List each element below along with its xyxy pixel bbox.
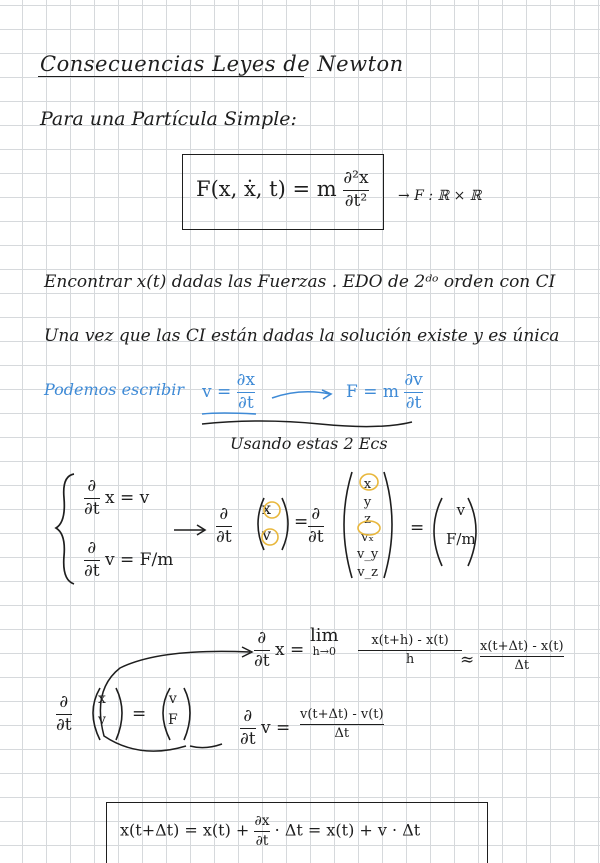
equals-sign-3: = [132, 704, 147, 724]
blue-arrow-icon [272, 392, 330, 398]
system-eq2-dt: ∂t [84, 560, 100, 581]
using-equations-label: Usando estas 2 Ecs [230, 434, 388, 453]
final-update-numerator: ∂x [254, 813, 270, 829]
find-xt-line: Encontrar x(t) dadas las Fuerzas . EDO de 2ᵈᵒ orden con CI [44, 272, 556, 292]
blue-intro: Podemos escribir [44, 380, 184, 399]
highlight-x-small [262, 499, 280, 518]
blue-underline [202, 413, 256, 414]
final-update-part2: · Δt = x(t) + v · Δt [274, 820, 421, 840]
v-difference-denominator: Δt [334, 725, 350, 741]
vector-eq-left-x: x [98, 691, 106, 707]
velocity-lhs: v = [202, 381, 232, 402]
curved-bracket [190, 744, 222, 748]
vector-eq-dt: ∂t [56, 714, 72, 735]
system-eq1-rhs: x = v [105, 487, 150, 508]
highlight-vx-big [358, 521, 380, 535]
system-eq1-d: ∂ [87, 476, 97, 496]
limit-subscript: h→0 [312, 644, 336, 658]
vector-eq-right-f: F [168, 712, 178, 729]
unique-solution-line: Una vez que las CI están dadas la solución existe y es única [44, 326, 560, 346]
newton-equation-lhs: F(x, ẋ, t) = m [196, 176, 337, 201]
limit-lhs: x = [275, 639, 305, 660]
system-eq2-rhs: v = F/m [105, 549, 174, 570]
approx-sign: ≈ [460, 650, 475, 670]
big-vector-vy: v_y [357, 547, 379, 563]
big-vector-y: y [363, 494, 372, 510]
finite-difference-denominator: Δt [514, 657, 530, 673]
vector-eq-left-v: v [98, 712, 106, 729]
big-vector-x: x [363, 477, 372, 492]
v-update-d: ∂ [243, 706, 253, 726]
highlight-v-small [262, 529, 278, 545]
v-update-lhs: v = [261, 717, 291, 738]
equals-sign-1: = [294, 512, 309, 532]
result-vector-v: v [456, 501, 466, 519]
particle-line: Para una Partícula Simple: [40, 108, 297, 130]
map-note: → F : ℝ × ℝ [398, 188, 482, 204]
v-difference-numerator: v(t+Δt) - v(t) [300, 707, 384, 722]
finite-difference-numerator: x(t+Δt) - x(t) [480, 639, 564, 654]
small-vector-x: x [262, 499, 272, 518]
small-vector-dt: ∂t [216, 526, 232, 547]
system-eq2-d: ∂ [87, 538, 97, 558]
left-brace [56, 474, 74, 584]
force-lhs: F = m [346, 381, 399, 402]
big-vector-z: z [364, 512, 372, 528]
difference-quotient-denominator: h [405, 651, 415, 667]
small-vector-v: v [262, 524, 272, 544]
velocity-numerator: ∂x [236, 370, 256, 390]
equals-sign-2: = [410, 518, 425, 538]
small-vector-d: ∂ [219, 504, 229, 524]
limit-dt: ∂t [254, 650, 270, 671]
final-update-denominator: ∂t [255, 832, 269, 849]
force-numerator: ∂v [404, 370, 423, 390]
wavy-underline [202, 421, 412, 427]
vector-eq-d: ∂ [59, 692, 69, 712]
second-derivative-denominator: ∂t² [344, 190, 368, 211]
result-vector-fm: F/m [446, 529, 476, 548]
final-update-part1: x(t+Δt) = x(t) + [120, 820, 250, 840]
system-eq1-dt: ∂t [84, 498, 100, 519]
big-vector-dt: ∂t [308, 526, 324, 547]
limit-d: ∂ [257, 628, 267, 648]
highlight-x-big [360, 474, 378, 490]
big-vector-vx: vₓ [361, 529, 375, 545]
curved-arrow-icon [100, 651, 253, 751]
force-denominator: ∂t [405, 392, 422, 413]
big-vector-vz: v_z [357, 564, 378, 580]
v-update-dt: ∂t [240, 728, 256, 749]
limit-lim: lim [310, 625, 339, 646]
velocity-denominator: ∂t [238, 392, 254, 413]
vector-eq-right-v: v [168, 691, 177, 707]
second-derivative-numerator: ∂²x [343, 168, 369, 188]
big-vector-d: ∂ [311, 504, 321, 524]
difference-quotient-numerator: x(t+h) - x(t) [371, 633, 449, 648]
page-title: Consecuencias Leyes de Newton [40, 52, 404, 76]
